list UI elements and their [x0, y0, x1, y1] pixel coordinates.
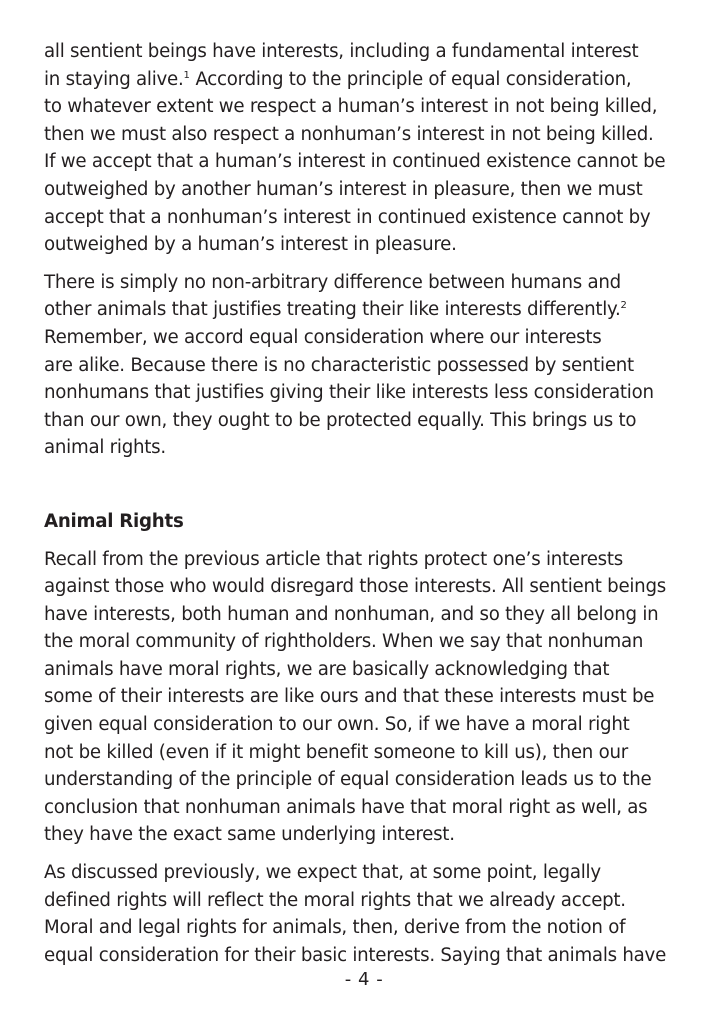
footnote-marker[interactable]: 1: [183, 69, 190, 81]
text-line: animals have moral rights, we are basically acknowledging that: [44, 658, 610, 680]
paragraph-4: [44, 859, 686, 969]
text-line: Remember, we accord equal consideration where our interests: [44, 326, 602, 348]
text-line: to whatever extent we respect a human’s interest in not being killed,: [44, 96, 658, 118]
text-line: all sentient beings have interests, including a fundamental interest: [44, 41, 639, 62]
text-line: they have the exact same underlying interest.: [44, 824, 455, 846]
paragraph-1: [44, 38, 686, 259]
text-line: some of their interests are like ours and that these interests must be: [44, 686, 655, 708]
text-line: are alike. Because there is no characteristic possessed by sentient: [44, 354, 634, 376]
text-line: nonhumans that justifies giving their like interests less consideration: [44, 382, 654, 404]
text-line: defined rights will reflect the moral rights that we already accept.: [44, 889, 626, 911]
text-line: then we must also respect a nonhuman’s interest in not being killed.: [44, 123, 654, 145]
page-number: - 4 -: [344, 969, 384, 990]
text-line: against those who would disregard those interests. All sentient beings: [44, 576, 666, 598]
text-line: outweighed by a human’s interest in pleasure.: [44, 234, 457, 256]
text-line-start: other animals that justifies treating their like interests differently.: [44, 299, 621, 321]
section-spacer: [44, 472, 686, 508]
text-line: than our own, they ought to be protected equally. This brings us to: [44, 409, 637, 431]
text-line: Recall from the previous article that rights protect one’s interests: [44, 548, 623, 570]
text-line: As discussed previously, we expect that, at some point, legally: [44, 862, 601, 884]
text-line: equal consideration for their basic interests. Saying that animals have: [44, 944, 667, 966]
text-line: There is simply no non-arbitrary difference between humans and: [44, 271, 621, 293]
text-line: not be killed (even if it might benefit someone to kill us), then our: [44, 741, 628, 763]
text-line: outweighed by another human’s interest in pleasure, then we must: [44, 178, 643, 200]
paragraph-2: [44, 269, 686, 462]
text-line-start: in staying alive.: [44, 68, 184, 90]
text-line: [44, 66, 686, 94]
footnote-marker[interactable]: 2: [620, 300, 627, 312]
text-line: Moral and legal rights for animals, then, derive from the notion of: [44, 917, 626, 939]
section-heading: Animal Rights: [44, 510, 184, 532]
paragraph-3: [44, 546, 686, 850]
text-line: have interests, both human and nonhuman, and so they all belong in: [44, 603, 659, 625]
text-line-end: According to the principle of equal consideration,: [189, 68, 632, 90]
text-line: conclusion that nonhuman animals have that moral right as well, as: [44, 796, 648, 818]
text-line: the moral community of rightholders. When we say that nonhuman: [44, 631, 644, 653]
text-line: given equal consideration to our own. So, if we have a moral right: [44, 714, 630, 736]
page-body: [44, 38, 686, 979]
text-line: [44, 296, 686, 324]
text-line: If we accept that a human’s interest in continued existence cannot be: [44, 151, 666, 173]
text-line: animal rights.: [44, 437, 166, 459]
text-line: understanding of the principle of equal consideration leads us to the: [44, 769, 652, 791]
text-line: accept that a nonhuman’s interest in continued existence cannot by: [44, 206, 651, 228]
